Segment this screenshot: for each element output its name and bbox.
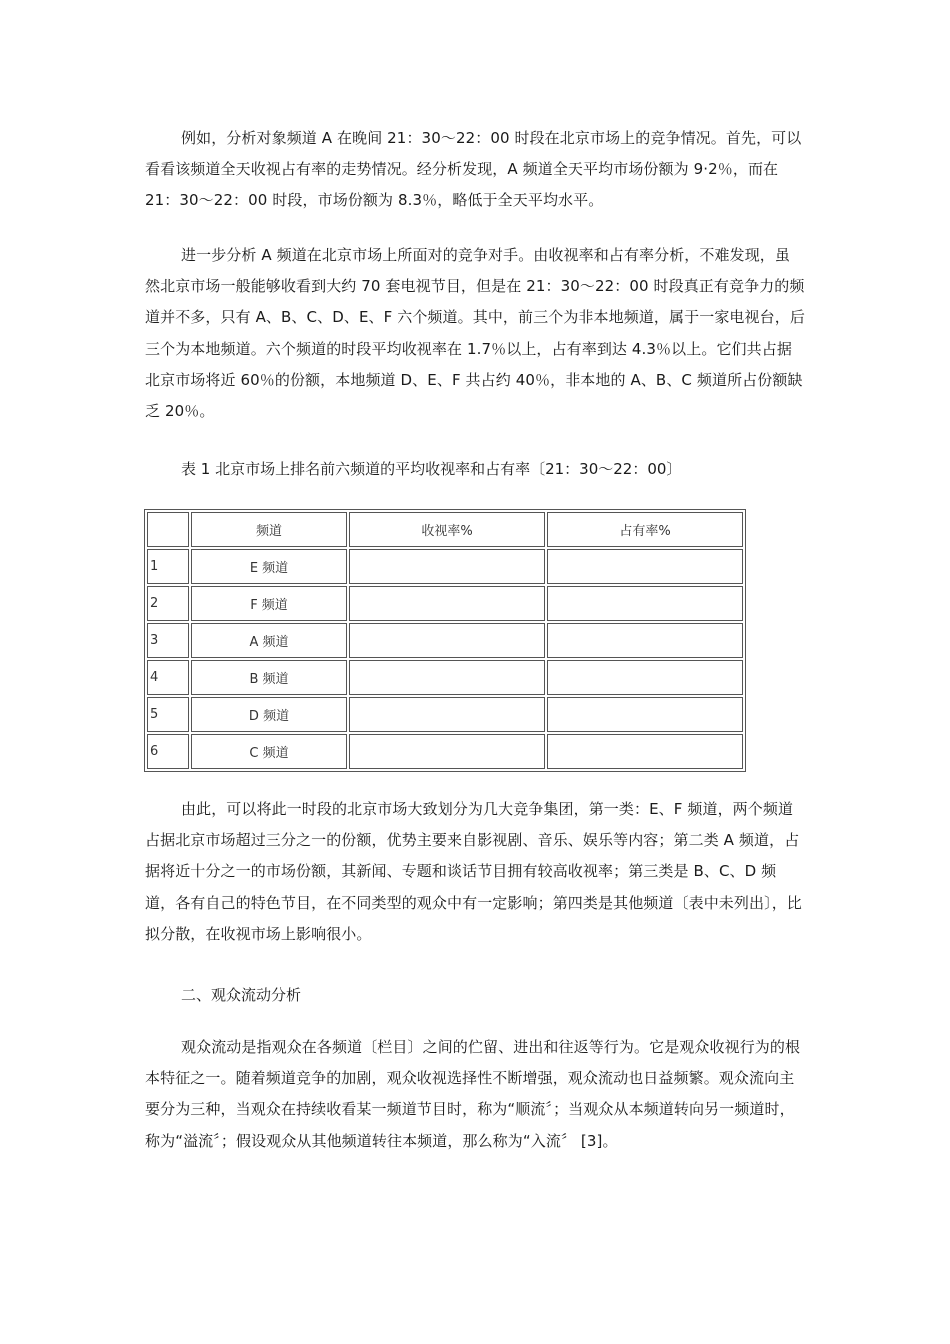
table-row <box>147 697 743 732</box>
table-cell-rating <box>349 549 545 584</box>
table-cell-rank: 1 <box>147 549 189 584</box>
table-header-share: 占有率% <box>547 512 743 547</box>
paragraph-channel-a-analysis: 例如，分析对象频道 A 在晚间 21：30～22：00 时段在北京市场上的竞争情况。首先，可以看看该频道全天收视占有率的走势情况。经分析发现，A 频道全天平均市场份额为 9·2％，而在 21：30～22：00 时段，市场份额为 8.3％，略低于全天平均水平。 <box>145 129 802 210</box>
table-cell-rank: 6 <box>147 734 189 769</box>
table-cell-rating <box>349 734 545 769</box>
paragraph-audience-flow: 观众流动是指观众在各频道〔栏目〕之间的伫留、进出和往返等行为。它是观众收视行为的根本特征之一。随着频道竞争的加剧，观众收视选择性不断增强，观众流动也日益频繁。观众流向主要分为三种，当观众在持续收看某一频道节目时，称为“顺流〞；当观众从本频道转向另一频道时，称为“溢流〞；假设观众从其他频道转往本频道，那么称为“入流〞 [3]。 <box>145 1038 801 1150</box>
table-header-channel: 频道 <box>191 512 347 547</box>
section-heading: 二、观众流动分析 <box>181 986 302 1004</box>
table-row <box>147 549 743 584</box>
table-cell-rating <box>349 586 545 621</box>
ratings-table <box>144 509 746 772</box>
paragraph-competition-groups: 由此，可以将此一时段的北京市场大致划分为几大竞争集团，第一类：E、F 频道，两个频道占据北京市场超过三分之一的份额，优势主要来自影视剧、音乐、娱乐等内容；第二类 A 频道，占据将近十分之一的市场份额，其新闻、专题和谈话节目拥有较高收视率；第三类是 B、C、D 频道，各有自己的特色节目，在不同类型的观众中有一定影响；第四类是其他频道〔表中未列出〕，比拟分散，在收视市场上影响很小。 <box>145 800 802 943</box>
table-cell-share <box>547 586 743 621</box>
table-cell-channel: A 频道 <box>191 623 347 658</box>
table-cell-share <box>547 549 743 584</box>
table-cell-share <box>547 697 743 732</box>
table-cell-channel: B 频道 <box>191 660 347 695</box>
table-row <box>147 660 743 695</box>
table-cell-rating <box>349 660 545 695</box>
table-header-rank <box>147 512 189 547</box>
table-caption: 表 1 北京市场上排名前六频道的平均收视率和占有率〔21：30～22：00〕 <box>181 460 682 478</box>
table-cell-rank: 3 <box>147 623 189 658</box>
table-row <box>147 623 743 658</box>
table-cell-rank: 2 <box>147 586 189 621</box>
table-cell-channel: C 频道 <box>191 734 347 769</box>
table-header-rating: 收视率% <box>349 512 545 547</box>
table-cell-channel: D 频道 <box>191 697 347 732</box>
table-cell-channel: E 频道 <box>191 549 347 584</box>
table-cell-rating <box>349 623 545 658</box>
table-cell-rank: 5 <box>147 697 189 732</box>
table-row <box>147 734 743 769</box>
table-row <box>147 586 743 621</box>
table-cell-share <box>547 660 743 695</box>
table-cell-share <box>547 734 743 769</box>
table-cell-rank: 4 <box>147 660 189 695</box>
table-header-row <box>147 512 743 547</box>
table-cell-share <box>547 623 743 658</box>
paragraph-competitors: 进一步分析 A 频道在北京市场上所面对的竞争对手。由收视率和占有率分析，不难发现，虽然北京市场一般能够收看到大约 70 套电视节目，但是在 21：30～22：00 时段真正有竞争力的频道并不多，只有 A、B、C、D、E、F 六个频道。其中，前三个为非本地频道，属于一家电视台，后三个为本地频道。六个频道的时段平均收视率在 1.7％以上，占有率到达 4.3％以上。它们共占据北京市场将近 60％的份额，本地频道 D、E、F 共占约 40％，非本地的 A、B、C 频道所占份额缺乏 20％。 <box>145 246 805 421</box>
table-cell-channel: F 频道 <box>191 586 347 621</box>
table-cell-rating <box>349 697 545 732</box>
